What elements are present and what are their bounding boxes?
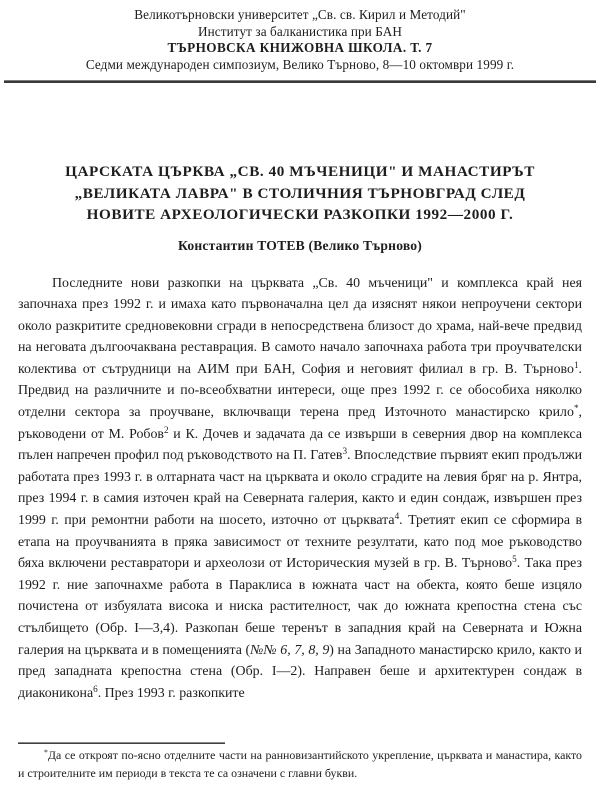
footnote-ref-2: 2 <box>163 424 169 435</box>
masthead <box>0 0 600 73</box>
footnote-ref-3: 3 <box>342 446 348 457</box>
body-segment: . През 1993 г. разкопките <box>97 685 245 701</box>
body-segment: . Впоследствие първият екип продължи работата през 1993 г. в олтарната част на църквата и около сградите на левия бряг на р. Янтра, през 1994 г. в самия източен край на Северната галерия, както и един сондаж, извършен през 1999 г. при ремонтни работи на шосето, източно от църквата <box>18 448 583 529</box>
footnote-divider <box>18 742 225 744</box>
body-paragraph <box>18 273 582 705</box>
body-segment: . Третият екип се сформира в етапа на проучванията в пряка зависимост от техните резултати, като под мое ръководство бяха включени реставратори и археолози от Историческия музей в гр. В. Търново <box>18 513 582 572</box>
body-segment: , ръководени от М. Робов <box>18 405 582 442</box>
footnote-body: Да се откроят по-ясно отделните части на ранновизантийското укрепление, църквата и манастира, както и строителните им периоди в текста те са означени с главни букви. <box>18 748 582 780</box>
masthead-symposium: Седми международен симпозиум, Велико Търново, 8—10 октомври 1999 г. <box>85 56 515 72</box>
room-numbers: №№ 6, 7, 8, 9 <box>250 642 330 658</box>
body-segment: Последните нови разкопки на църквата „Св. 40 мъченици" и комплекса край нея започнаха през 1992 г. и имаха като първоначална цел да изяснят някои непроучени сектори около разкритите средновековни сгради в непосредствена близост до храма, най-вече предвид на неговата дългоочаквана реставрация. В самото начало започнаха работа три проучвателски колектива от сътрудници на АИМ при БАН, София и неговият филиал в гр. В. Търново <box>18 275 582 377</box>
body-segment: ) на Западното манастирско крило, както и пред западната крепостна стена (Обр. I—2). Направен беше и архитектурен сондаж в диаконикона <box>18 642 582 701</box>
article-title <box>0 161 600 226</box>
body-segment: . Така през 1992 г. ние започнахме работа в Параклиса в южната част на обекта, която беше изцяло почистена от избуялата висока и ниска растителност, чак до южната крепостна стена със стълбището (Обр. I—3,4). Разкопан беше теренът в западния край на Северната и Южна галерия на църквата и в помещенията ( <box>18 556 582 658</box>
body-segment: и К. Дочев и задачата да се извърши в северния двор на комплекса пълен напречен профил под ръководството на П. Гатев <box>18 426 582 464</box>
masthead-institute: Институт за балканистика при БАН <box>198 23 402 39</box>
footnote-marker-asterisk: * <box>44 747 48 757</box>
footnote-ref-5: 5 <box>512 554 517 565</box>
title-line-3: НОВИТЕ АРХЕОЛОГИЧЕСКИ РАЗКОПКИ 1992—2000 Г. <box>86 206 514 223</box>
body-segment: . Предвид на различните и по-всеобхватни интереси, още през 1992 г. се обособиха няколко отделни сектора за проучване, включващи терена пред Източното манастирско крило <box>18 361 582 421</box>
footnote-ref-6: 6 <box>93 684 98 695</box>
title-line-2: „ВЕЛИКАТА ЛАВРА" В СТОЛИЧНИЯ ТЪРНОВГРАД СЛЕД <box>74 184 526 202</box>
footnote-paragraph <box>18 747 582 782</box>
footnote-block <box>18 747 582 782</box>
footnote-ref-1: 1 <box>573 360 579 371</box>
footnote-area <box>0 742 600 782</box>
title-line-1: ЦАРСКАТА ЦЪРКВА „СВ. 40 МЪЧЕНИЦИ" И МАНАСТИРЪТ <box>65 163 535 180</box>
masthead-university: Великотърновски университет „Св. св. Кирил и Методий" <box>134 7 466 22</box>
article-author: Константин ТОТЕВ (Велико Търново) <box>177 237 423 253</box>
header-divider <box>4 80 596 83</box>
masthead-series-title: ТЪРНОВСКА КНИЖОВНА ШКОЛА. Т. 7 <box>167 40 433 55</box>
body-text <box>0 273 600 705</box>
footnote-ref-asterisk: * <box>573 403 579 414</box>
footnote-ref-4: 4 <box>394 511 400 522</box>
